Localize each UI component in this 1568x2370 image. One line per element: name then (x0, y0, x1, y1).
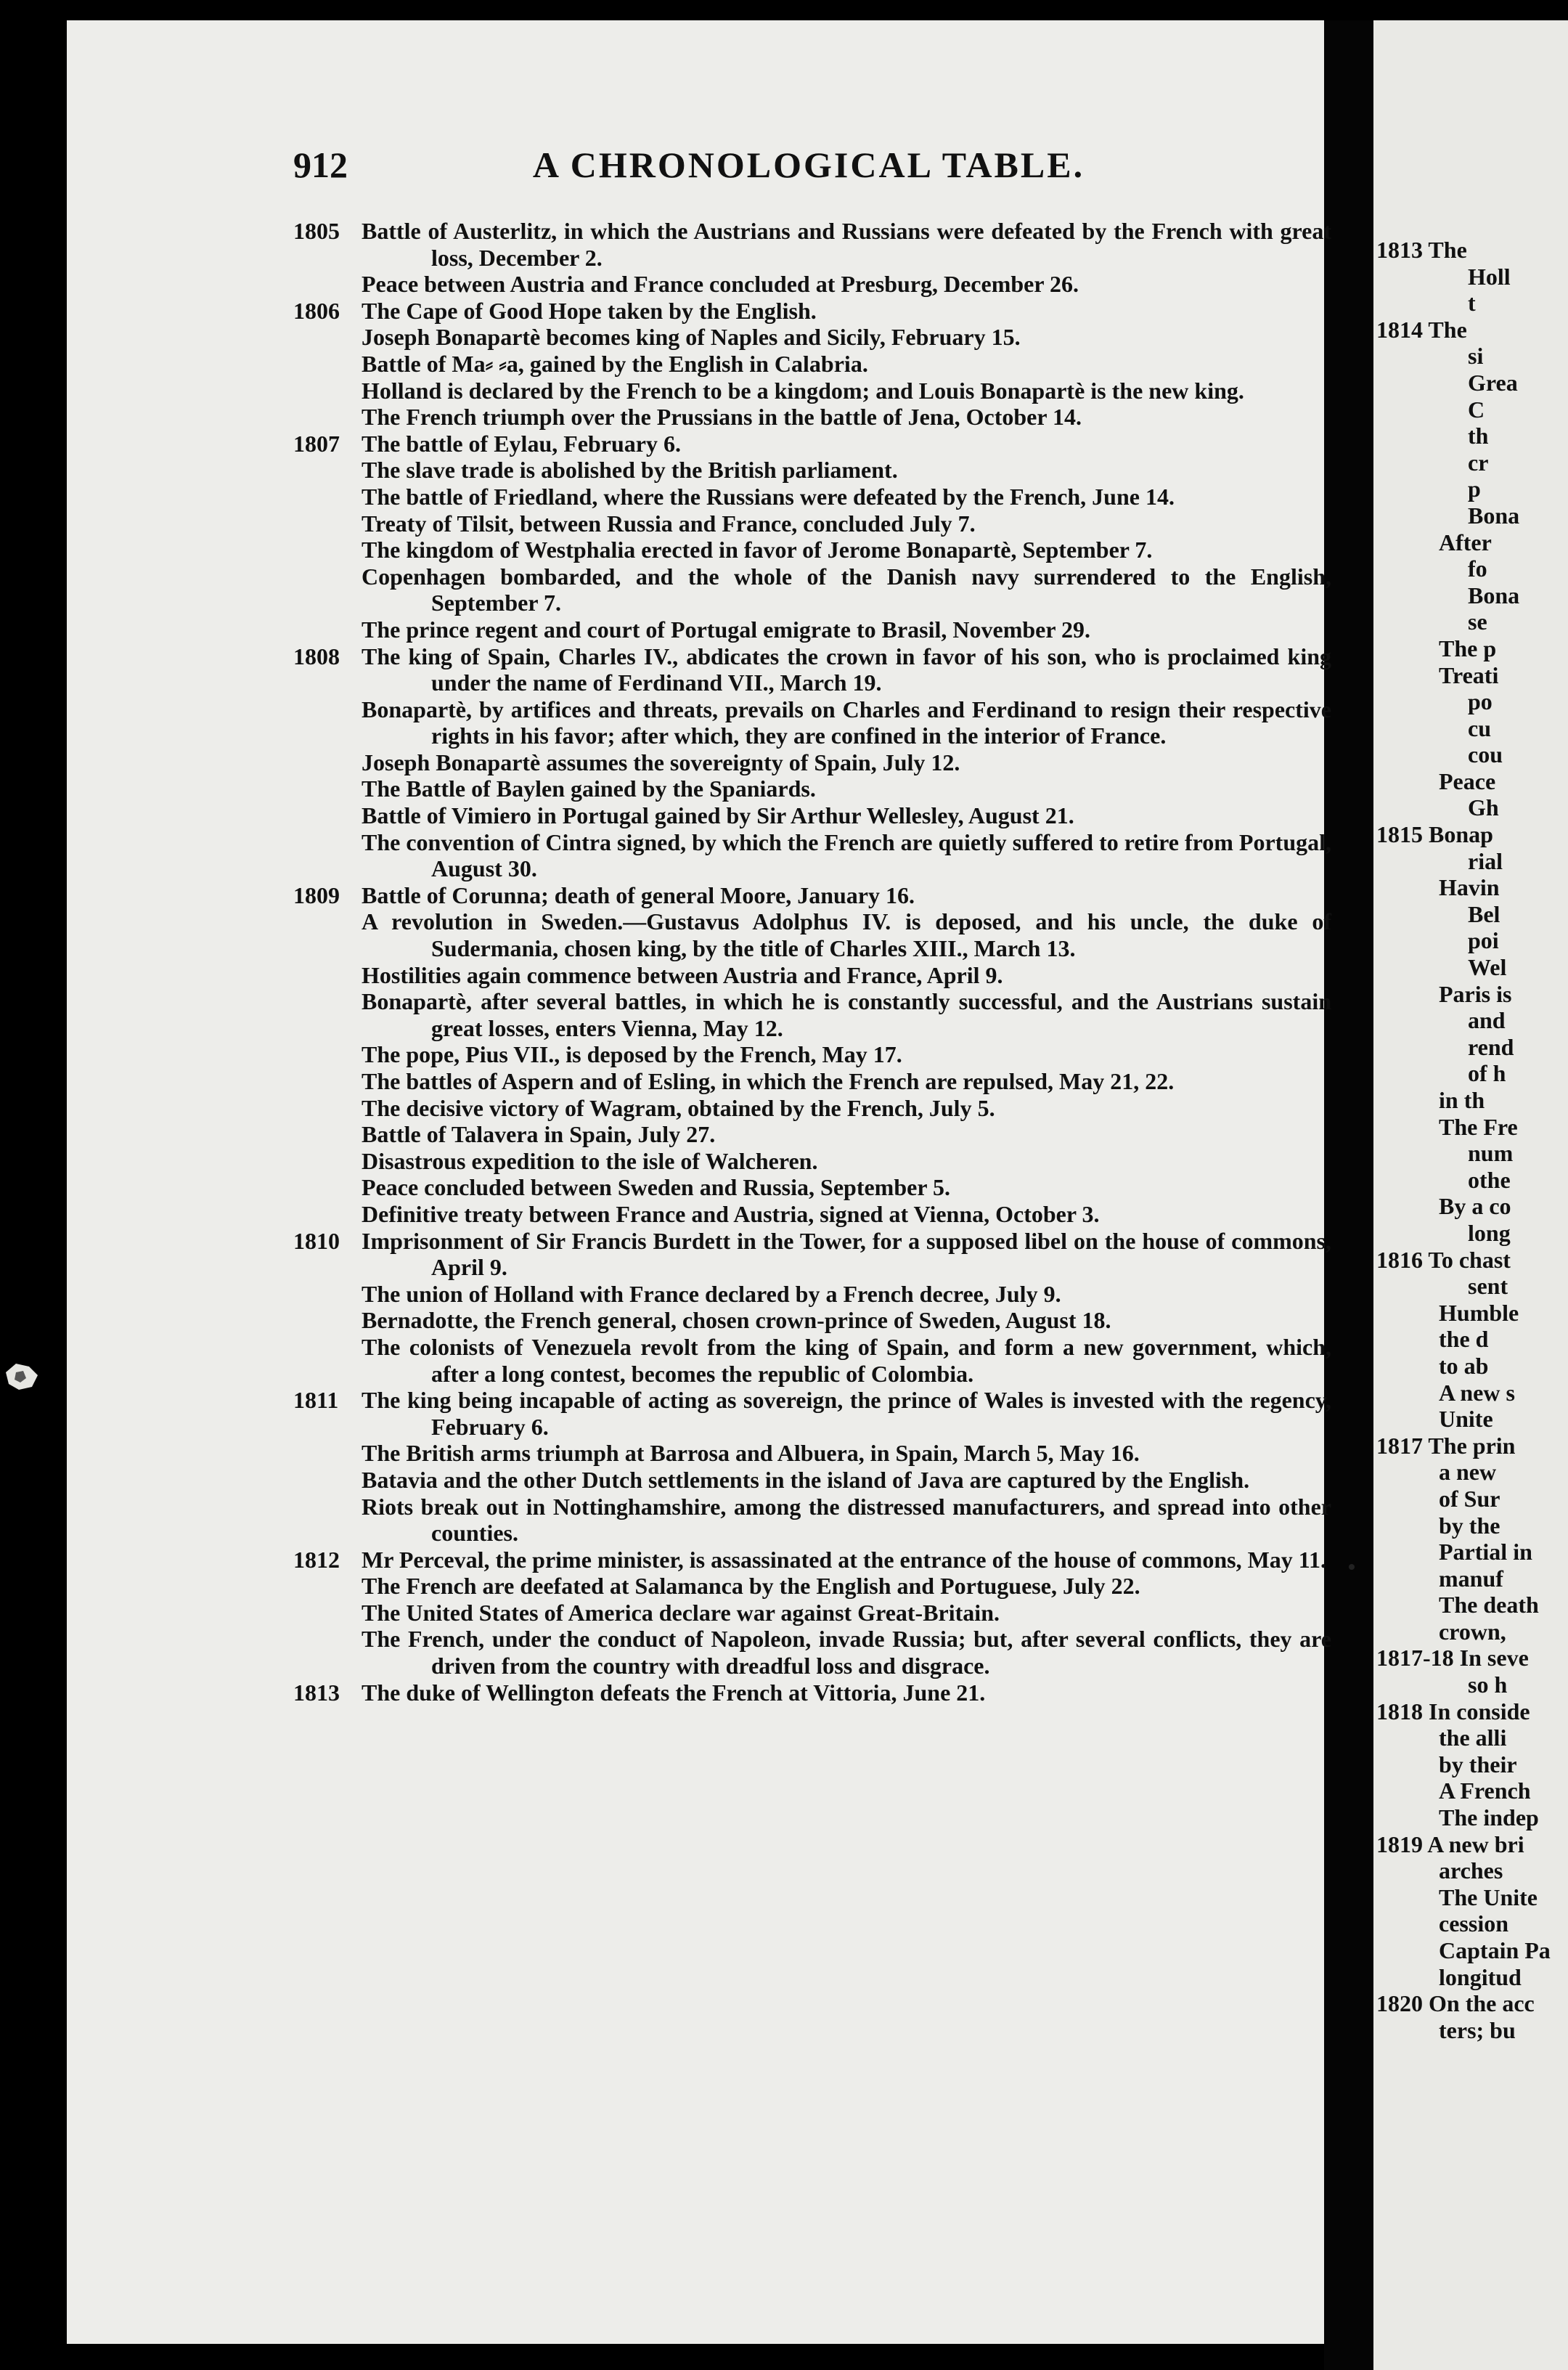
chronology-entry: Battle of Corunna; death of general Moore, January 16. (362, 881, 915, 908)
facing-page-line: rend (1468, 1033, 1514, 1060)
facing-page-line: The indep (1439, 1804, 1539, 1831)
year-group (293, 218, 1331, 298)
chronology-entry: Copenhagen bombarded, and the whole of the Danish navy surrendered to the English, September 7. (362, 563, 1331, 616)
chronology-entry: The convention of Cintra signed, by which the French are quietly suffered to retire from Portugal, August 30. (362, 828, 1331, 882)
chronology-entries (293, 218, 1331, 1706)
year-group (293, 643, 1331, 882)
facing-page-line: poi (1468, 927, 1499, 954)
facing-page-line: 1813 The (1376, 237, 1467, 263)
facing-page-line: 1817 The prin (1376, 1432, 1516, 1459)
facing-page-line: Paris is (1439, 980, 1512, 1007)
facing-page-line: a new (1439, 1459, 1497, 1486)
facing-page-line: Peace (1439, 767, 1496, 794)
facing-page-line: sent (1468, 1273, 1508, 1300)
facing-page-line: cou (1468, 741, 1503, 768)
chronology-entry: A revolution in Sweden.—Gustavus Adolphus IV. is deposed, and his uncle, the duke of Sudermania, chosen king, by the title of Charles XIII., March 13. (362, 908, 1331, 962)
facing-page-line: fo (1468, 555, 1487, 582)
facing-page-line: to ab (1439, 1352, 1489, 1379)
facing-page-line: Bel (1468, 900, 1500, 927)
chronology-entry: Battle of Talavera in Spain, July 27. (362, 1121, 716, 1148)
year-group (293, 1547, 1331, 1679)
facing-page-line: The death (1439, 1592, 1539, 1618)
ink-speck (1349, 1564, 1355, 1570)
chronology-entry: The French triumph over the Prussians in the battle of Jena, October 14. (362, 404, 1082, 431)
facing-page-line: Havin (1439, 874, 1500, 901)
facing-page-line: By a co (1439, 1193, 1511, 1220)
year-group (293, 1679, 1331, 1706)
chronology-entry: The Battle of Baylen gained by the Spaniards. (362, 775, 816, 802)
running-title: A CHRONOLOGICAL TABLE. (532, 144, 1085, 185)
facing-page-line: 1814 The (1376, 316, 1467, 343)
facing-page-line: Gh (1468, 794, 1499, 821)
facing-page-line: po (1468, 688, 1493, 715)
facing-page-line: num (1468, 1140, 1514, 1167)
chronology-entry: The duke of Wellington defeats the French at Vittoria, June 21. (362, 1679, 986, 1706)
chronology-entry: The colonists of Venezuela revolt from the king of Spain, and form a new government, which, after a long contest, becomes the republic of Colombia. (362, 1333, 1331, 1387)
facing-page-line: th (1468, 423, 1489, 449)
facing-page-line: Bona (1468, 582, 1520, 608)
chronology-entry: Joseph Bonapartè becomes king of Naples and Sicily, February 15. (362, 324, 1021, 351)
year-label: 1806 (293, 297, 340, 324)
year-label: 1807 (293, 430, 340, 457)
facing-page-line: si (1468, 343, 1484, 370)
facing-page-line: the alli (1439, 1724, 1507, 1751)
year-label: 1808 (293, 643, 340, 669)
page-number: 912 (293, 144, 348, 185)
year-label: 1805 (293, 218, 340, 244)
chronology-entry: Treaty of Tilsit, between Russia and France, concluded July 7. (362, 510, 976, 537)
facing-page-line: 1816 To chast (1376, 1246, 1511, 1273)
facing-page-line: cr (1468, 449, 1489, 476)
chronology-entry: The king of Spain, Charles IV., abdicates the crown in favor of his son, who is proclaimed king under the name of Ferdinand VII., March 19. (362, 643, 1331, 696)
year-label: 1813 (293, 1679, 340, 1706)
chronology-entry: The United States of America declare war against Great-Britain. (362, 1599, 1000, 1626)
facing-page-line: A French (1439, 1778, 1531, 1804)
chronology-entry: The slave trade is abolished by the British parliament. (362, 457, 898, 484)
binding-gutter (1324, 20, 1373, 2370)
facing-page-line: long (1468, 1219, 1511, 1246)
facing-page-line: longitud (1439, 1963, 1522, 1990)
chronology-entry: The prince regent and court of Portugal emigrate to Brasil, November 29. (362, 616, 1090, 643)
facing-page-line: othe (1468, 1166, 1511, 1193)
chronology-entry: The Cape of Good Hope taken by the English. (362, 297, 817, 324)
facing-page-line: arches (1439, 1857, 1503, 1884)
year-group (293, 1228, 1331, 1388)
chronology-entry: Bonapartè, by artifices and threats, prevails on Charles and Ferdinand to resign their respective rights in his favor; after which, they are confined in the interior of France. (362, 696, 1331, 749)
facing-page-line: C (1468, 396, 1485, 423)
chronology-entry: Battle of Austerlitz, in which the Austrians and Russians were defeated by the French with great loss, December 2. (362, 218, 1331, 271)
facing-page-line: Bona (1468, 502, 1520, 529)
facing-page-line: A new s (1439, 1379, 1515, 1406)
facing-page-line: Humble (1439, 1299, 1519, 1326)
chronology-entry: Peace concluded between Sweden and Russia, September 5. (362, 1174, 950, 1201)
facing-page (1373, 20, 1568, 2370)
facing-page-line: 1815 Bonap (1376, 821, 1493, 848)
facing-page-line: Holl (1468, 263, 1511, 290)
facing-page-line: 1818 In conside (1376, 1698, 1530, 1724)
facing-page-line: in th (1439, 1087, 1485, 1113)
year-group (293, 1387, 1331, 1547)
chronology-entry: Definitive treaty between France and Austria, signed at Vienna, October 3. (362, 1200, 1100, 1227)
year-label: 1809 (293, 881, 340, 908)
facing-page-line: Captain Pa (1439, 1937, 1551, 1963)
year-label: 1812 (293, 1546, 340, 1573)
chronology-entry: Battle of Vimiero in Portugal gained by Sir Arthur Wellesley, August 21. (362, 802, 1074, 829)
facing-page-line: The p (1439, 635, 1497, 661)
chronology-entry: Joseph Bonapartè assumes the sovereignty of Spain, July 12. (362, 749, 960, 775)
chronology-entry: The king being incapable of acting as sovereign, the prince of Wales is invested with the regency, February 6. (362, 1387, 1331, 1440)
facing-page-line: 1817-18 In seve (1376, 1645, 1529, 1671)
chronology-entry: Disastrous expedition to the isle of Walcheren. (362, 1147, 818, 1174)
chronology-entry: Riots break out in Nottinghamshire, among the distressed manufacturers, and spread into other counties. (362, 1493, 1331, 1547)
chronology-entry: Battle of Ma⸗ ⸗a, gained by the English in Calabria. (362, 350, 868, 377)
chronology-entry: The union of Holland with France declared by a French decree, July 9. (362, 1280, 1061, 1307)
facing-page-line: of Sur (1439, 1485, 1500, 1512)
facing-page-line: Partial in (1439, 1539, 1532, 1565)
chronology-entry: The British arms triumph at Barrosa and Albuera, in Spain, March 5, May 16. (362, 1440, 1140, 1467)
facing-page-line: of h (1468, 1060, 1506, 1087)
chronology-entry: Bernadotte, the French general, chosen crown-prince of Sweden, August 18. (362, 1307, 1111, 1334)
facing-page-line: cession (1439, 1910, 1508, 1937)
chronology-entry: The French are deefated at Salamanca by the English and Portuguese, July 22. (362, 1573, 1140, 1600)
page-header (293, 129, 1324, 202)
facing-page-line: The Fre (1439, 1113, 1518, 1140)
chronology-entry: Mr Perceval, the prime minister, is assassinated at the entrance of the house of commons, May 11. (362, 1546, 1327, 1573)
facing-page-line: 1820 On the acc (1376, 1990, 1535, 2017)
facing-page-line: The Unite (1439, 1884, 1538, 1910)
chronology-entry: Batavia and the other Dutch settlements in the island of Java are captured by the English. (362, 1466, 1250, 1493)
facing-page-line: After (1439, 529, 1492, 555)
year-group (293, 431, 1331, 643)
chronology-entry: Imprisonment of Sir Francis Burdett in the Tower, for a supposed libel on the house of commons, April 9. (362, 1227, 1331, 1281)
chronology-entry: The battles of Aspern and of Esling, in which the French are repulsed, May 21, 22. (362, 1068, 1175, 1094)
chronology-entry: Bonapartè, after several battles, in which he is constantly successful, and the Austrians sustain great losses, enters Vienna, May 12. (362, 988, 1331, 1041)
facing-page-line: and (1468, 1007, 1506, 1034)
ink-blot (0, 1351, 42, 1401)
facing-page-line: Treati (1439, 661, 1499, 688)
year-label: 1810 (293, 1227, 340, 1254)
chronology-entry: The battle of Eylau, February 6. (362, 430, 681, 457)
facing-page-line: 1819 A new bri (1376, 1831, 1524, 1857)
chronology-entry: Hostilities again commence between Austria and France, April 9. (362, 961, 1003, 988)
facing-page-line: Grea (1468, 369, 1518, 396)
left-page (67, 20, 1331, 2344)
facing-page-line: ters; bu (1439, 2016, 1516, 2043)
facing-page-line: Unite (1439, 1406, 1493, 1433)
facing-page-line: by the (1439, 1512, 1500, 1539)
chronology-entry: The battle of Friedland, where the Russians were defeated by the French, June 14. (362, 483, 1175, 510)
facing-page-line: rial (1468, 847, 1503, 874)
facing-page-text (1373, 20, 1568, 2043)
year-group (293, 298, 1331, 431)
facing-page-line: se (1468, 608, 1487, 635)
facing-page-line: cu (1468, 714, 1491, 741)
facing-page-line: so h (1468, 1671, 1508, 1698)
facing-page-line: t (1468, 290, 1476, 317)
year-group (293, 882, 1331, 1228)
chronology-entry: The kingdom of Westphalia erected in favor of Jerome Bonapartè, September 7. (362, 537, 1153, 563)
facing-page-line: p (1468, 476, 1481, 502)
facing-page-line: by their (1439, 1751, 1517, 1778)
chronology-entry: The decisive victory of Wagram, obtained by the French, July 5. (362, 1094, 995, 1121)
chronology-entry: The pope, Pius VII., is deposed by the French, May 17. (362, 1041, 902, 1068)
chronology-entry: Peace between Austria and France concluded at Presburg, December 26. (362, 271, 1079, 298)
year-label: 1811 (293, 1387, 339, 1414)
facing-page-line: crown, (1439, 1618, 1506, 1645)
facing-page-line: manuf (1439, 1565, 1503, 1592)
facing-page-line: Wel (1468, 954, 1507, 981)
chronology-entry: Holland is declared by the French to be a kingdom; and Louis Bonapartè is the new king. (362, 377, 1244, 404)
chronology-entry: The French, under the conduct of Napoleon, invade Russia; but, after several conflicts, they are driven from the country with dreadful loss and disgrace. (362, 1626, 1331, 1679)
facing-page-line: the d (1439, 1326, 1489, 1353)
